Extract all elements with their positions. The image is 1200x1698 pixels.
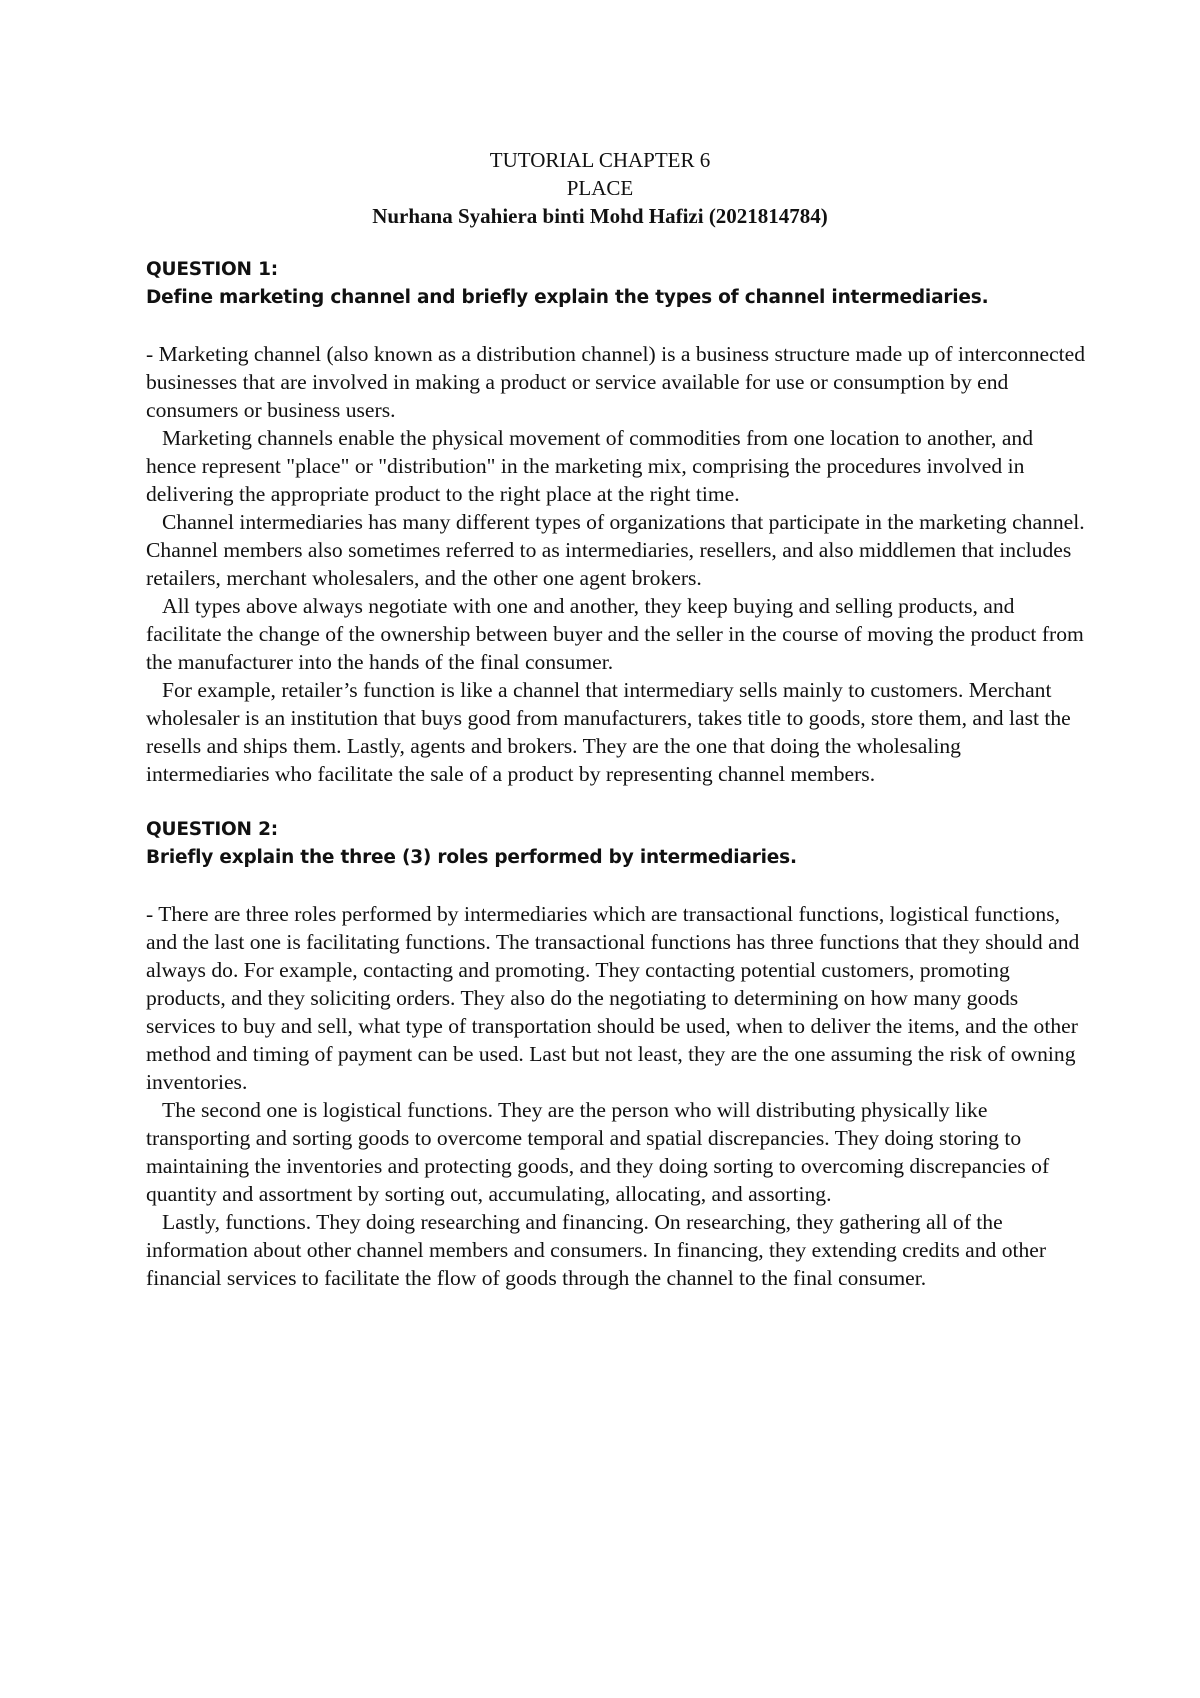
author-line: Nurhana Syahiera binti Mohd Hafizi (2021814784) [372,204,828,228]
document-header [0,146,1200,230]
question-2-label: QUESTION 2: [146,819,278,840]
answer-1-paragraph-2: Marketing channels enable the physical movement of commodities from one location to another, and hence represent "place" or "distribution" in the marketing mix, comprising the procedures involved in delivering the appropriate product to the right place at the right time. [146,426,1034,506]
answer-2-paragraph-2: The second one is logistical functions. They are the person who will distributing physically like transporting and sorting goods to overcome temporal and spatial discrepancies. They doing storing to maintaining the inventories and protecting goods, and they doing sorting to overcoming discrepancies of quantity and assortment by sorting out, accumulating, allocating, and assorting. [146,1098,1050,1206]
question-1-section [146,256,1086,788]
answer-1-paragraph-4: All types above always negotiate with one and another, they keep buying and selling products, and facilitate the change of the ownership between buyer and the seller in the course of moving the product from the manufacturer into the hands of the final consumer. [146,594,1084,674]
document-subtitle: PLACE [566,176,634,200]
section-spacer [146,788,1086,816]
question-1-prompt: Define marketing channel and briefly explain the types of channel intermediaries. [146,287,989,308]
question-2-section [146,816,1086,1292]
question-1-label: QUESTION 1: [146,259,278,280]
answer-1-paragraph-3: Channel intermediaries has many different types of organizations that participate in the marketing channel. Channel members also sometimes referred to as intermediaries, resellers, and also middlemen that includes retailers, merchant wholesalers, and the other one agent brokers. [146,510,1085,590]
answer-1-paragraph-5: For example, retailer’s function is like a channel that intermediary sells mainly to customers. Merchant wholesaler is an institution that buys good from manufacturers, takes title to goods, store them, and last the resells and ships them. Lastly, agents and brokers. They are the one that doing the wholesaling intermediaries who facilitate the sale of a product by representing channel members. [146,678,1071,786]
answer-2-paragraph-1: - There are three roles performed by intermediaries which are transactional functions, logistical functions, and the last one is facilitating functions. The transactional functions has three functions that they should and always do. For example, contacting and promoting. They contacting potential customers, promoting products, and they soliciting orders. They also do the negotiating to determining on how many goods services to buy and sell, what type of transportation should be used, when to deliver the items, and the other method and timing of payment can be used. Last but not least, they are the one assuming the risk of owning inventories. [146,902,1080,1094]
document-body [146,256,1086,1292]
document-title: TUTORIAL CHAPTER 6 [489,148,711,172]
answer-2-paragraph-3: Lastly, functions. They doing researching and financing. On researching, they gathering all of the information about other channel members and consumers. In financing, they extending credits and other financial services to facilitate the flow of goods through the channel to the final consumer. [146,1210,1047,1290]
answer-1-paragraph-1: - Marketing channel (also known as a distribution channel) is a business structure made up of interconnected businesses that are involved in making a product or service available for use or consumption by end consumers or business users. [146,342,1086,422]
question-2-prompt: Briefly explain the three (3) roles performed by intermediaries. [146,847,797,868]
